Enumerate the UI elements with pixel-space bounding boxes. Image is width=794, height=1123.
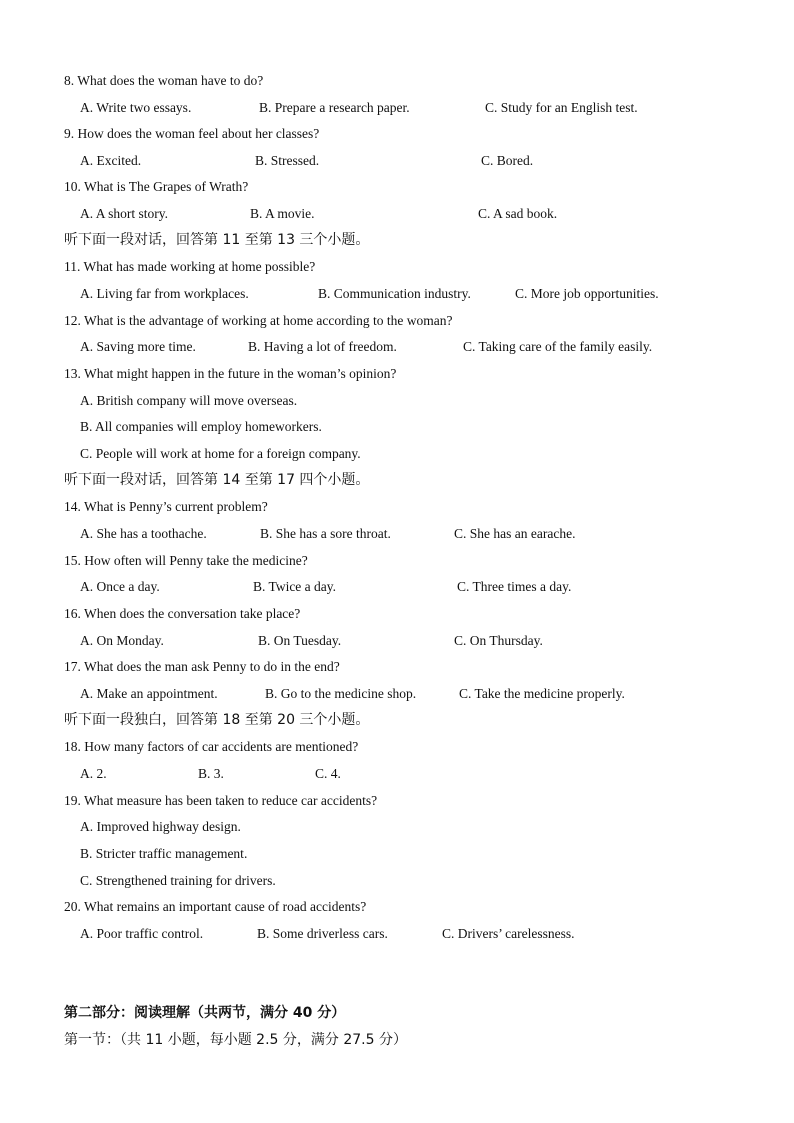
question-12: 12. What is the advantage of working at home according to the woman? [64,313,453,328]
q20-option-a: A. Poor traffic control. [80,926,204,941]
q15-option-c: C. Three times a day. [457,579,572,594]
q20-option-c: C. Drivers’ carelessness. [442,926,575,941]
question-14: 14. What is Penny’s current problem? [64,499,268,514]
q13-option-a: A. British company will move overseas. [80,393,298,408]
q12-option-a: A. Saving more time. [80,339,196,354]
q12-option-c: C. Taking care of the family easily. [463,339,653,354]
question-16: 16. When does the conversation take place? [64,606,301,621]
question-19: 19. What measure has been taken to reduce car accidents? [64,793,378,808]
q9-option-b: B. Stressed. [255,153,320,168]
q20-option-b: B. Some driverless cars. [257,926,388,941]
q15-option-a: A. Once a day. [80,579,160,594]
instruction-q14-17: 听下面一段对话，回答第 14 至第 17 四个小题。 [64,472,370,488]
question-13: 13. What might happen in the future in the woman’s opinion? [64,366,397,381]
q11-option-c: C. More job opportunities. [515,286,659,301]
question-9: 9. How does the woman feel about her classes? [64,126,320,141]
q10-option-c: C. A sad book. [478,206,558,221]
q16-option-a: A. On Monday. [80,633,164,648]
q8-option-c: C. Study for an English test. [485,100,638,115]
q8-option-b: B. Prepare a research paper. [259,100,410,115]
q14-option-a: A. She has a toothache. [80,526,207,541]
q14-option-c: C. She has an earache. [454,526,576,541]
q8-option-a: A. Write two essays. [80,100,192,115]
q9-option-a: A. Excited. [80,153,142,168]
q17-option-c: C. Take the medicine properly. [459,686,625,701]
q16-option-c: C. On Thursday. [454,633,543,648]
question-8: 8. What does the woman have to do? [64,73,264,88]
q14-option-b: B. She has a sore throat. [260,526,391,541]
q19-option-b: B. Stricter traffic management. [80,846,248,861]
q15-option-b: B. Twice a day. [253,579,337,594]
q10-option-a: A. A short story. [80,206,169,221]
q11-option-b: B. Communication industry. [318,286,471,301]
q18-option-c: C. 4. [315,766,341,781]
q9-option-c: C. Bored. [481,153,534,168]
q11-option-a: A. Living far from workplaces. [80,286,249,301]
part2-title: 第二部分：阅读理解（共两节，满分 40 分） [64,1005,346,1021]
instruction-q11-13: 听下面一段对话，回答第 11 至第 13 三个小题。 [64,232,370,248]
q13-option-b: B. All companies will employ homeworkers. [80,419,322,434]
q17-option-a: A. Make an appointment. [80,686,218,701]
question-15: 15. How often will Penny take the medicine? [64,553,308,568]
q17-option-b: B. Go to the medicine shop. [265,686,417,701]
question-18: 18. How many factors of car accidents are mentioned? [64,739,359,754]
q12-option-b: B. Having a lot of freedom. [248,339,397,354]
question-10: 10. What is The Grapes of Wrath? [64,179,249,194]
instruction-q18-20: 听下面一段独白，回答第 18 至第 20 三个小题。 [64,712,370,728]
q19-option-c: C. Strengthened training for drivers. [80,873,276,888]
q18-option-a: A. 2. [80,766,107,781]
question-17: 17. What does the man ask Penny to do in the end? [64,659,340,674]
q19-option-a: A. Improved highway design. [80,819,241,834]
question-11: 11. What has made working at home possible? [64,259,316,274]
part2-section1: 第一节：（共 11 小题，每小题 2.5 分，满分 27.5 分） [64,1032,407,1048]
question-20: 20. What remains an important cause of road accidents? [64,899,367,914]
q18-option-b: B. 3. [198,766,224,781]
q10-option-b: B. A movie. [250,206,315,221]
q13-option-c: C. People will work at home for a foreign company. [80,446,361,461]
q16-option-b: B. On Tuesday. [258,633,342,648]
